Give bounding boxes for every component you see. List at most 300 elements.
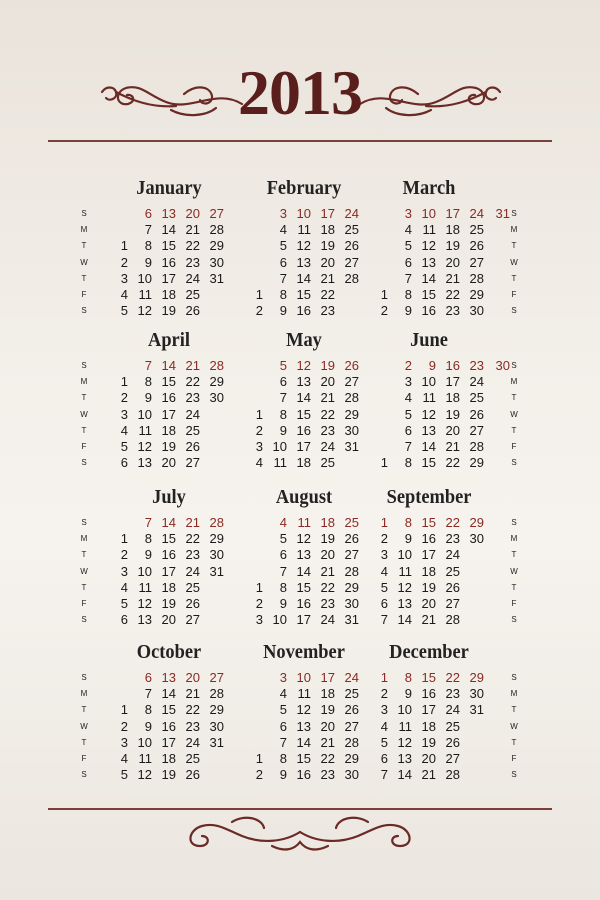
day-cell: 25 <box>344 222 359 238</box>
day-cell: 8 <box>404 515 412 530</box>
weekday-label: F <box>81 290 87 299</box>
week-row <box>245 287 363 303</box>
week-row <box>245 390 363 406</box>
week-row <box>245 303 363 319</box>
day-cell: 12 <box>296 238 311 254</box>
weekday-label: M <box>510 225 518 235</box>
day-cell: 26 <box>344 358 359 373</box>
day-cell: 28 <box>209 222 224 238</box>
day-cell: 30 <box>469 531 484 547</box>
week-row <box>370 423 488 439</box>
day-cell: 12 <box>296 358 311 373</box>
day-cell: 8 <box>279 750 287 766</box>
day-cell: 16 <box>161 254 176 270</box>
weekday-label: T <box>81 393 87 403</box>
day-cell: 12 <box>137 595 152 611</box>
day-cell: 28 <box>344 270 359 286</box>
weekday-label: T <box>511 425 517 435</box>
day-cell: 22 <box>320 579 335 595</box>
day-cell: 15 <box>161 238 176 254</box>
day-cell: 7 <box>380 612 388 628</box>
day-cell: 7 <box>279 270 287 286</box>
weekday-label: S <box>511 518 517 527</box>
week-row <box>110 455 228 471</box>
day-cell: 13 <box>421 254 436 270</box>
week-row <box>245 670 363 686</box>
day-cell: 13 <box>161 670 176 685</box>
day-cell: 24 <box>445 547 460 563</box>
week-row <box>110 596 228 612</box>
day-cell: 9 <box>404 686 412 702</box>
day-cell: 21 <box>320 563 335 579</box>
day-cell: 26 <box>445 579 460 595</box>
day-cell: 1 <box>120 374 128 390</box>
day-cell: 28 <box>469 270 484 286</box>
day-cell: 28 <box>344 390 359 406</box>
day-cell: 29 <box>469 515 484 530</box>
weekday-label: F <box>81 599 87 608</box>
day-cell: 21 <box>320 390 335 406</box>
day-cell: 3 <box>279 670 287 685</box>
day-cell: 8 <box>144 238 152 254</box>
day-cell: 7 <box>144 222 152 238</box>
day-cell: 4 <box>255 455 263 471</box>
day-cell: 11 <box>273 455 287 471</box>
month-name: November <box>263 641 345 663</box>
day-cell: 7 <box>279 734 287 750</box>
weekday-label: W <box>80 566 88 576</box>
day-cell: 13 <box>296 374 311 390</box>
week-row <box>370 222 488 238</box>
day-cell: 22 <box>320 286 335 302</box>
day-cell: 26 <box>185 303 200 319</box>
day-cell: 18 <box>445 222 460 238</box>
week-row <box>370 287 488 303</box>
week-row <box>245 358 363 374</box>
day-cell: 23 <box>185 547 200 563</box>
day-cell: 30 <box>209 718 224 734</box>
day-cell: 22 <box>445 286 460 302</box>
day-cell: 7 <box>144 515 152 530</box>
day-cell: 15 <box>421 670 436 685</box>
day-cell: 27 <box>344 254 359 270</box>
day-cell: 29 <box>469 670 484 685</box>
day-cell: 10 <box>421 374 436 390</box>
day-cell: 26 <box>185 438 200 454</box>
week-row <box>370 670 488 686</box>
day-cell: 1 <box>255 579 263 595</box>
day-cell: 3 <box>120 734 128 750</box>
day-cell: 26 <box>344 531 359 547</box>
day-cell: 14 <box>161 358 176 373</box>
day-cell: 28 <box>209 686 224 702</box>
day-cell: 3 <box>120 270 128 286</box>
day-cell: 16 <box>421 686 436 702</box>
week-row <box>245 531 363 547</box>
weekday-label: S <box>81 673 87 682</box>
day-cell: 4 <box>279 222 287 238</box>
day-cell: 16 <box>161 718 176 734</box>
weekday-label: M <box>510 377 518 387</box>
day-cell: 20 <box>185 670 200 685</box>
day-cell: 22 <box>445 670 460 685</box>
weekday-label: S <box>511 458 517 468</box>
week-row <box>245 407 363 423</box>
weekday-label: S <box>511 306 517 316</box>
week-row <box>110 287 228 303</box>
weekday-label: F <box>511 599 517 608</box>
day-cell: 29 <box>469 286 484 302</box>
day-cell: 4 <box>404 390 412 406</box>
day-cell: 25 <box>185 422 200 438</box>
weekday-label: S <box>511 361 517 370</box>
day-cell: 4 <box>120 422 128 438</box>
day-cell: 17 <box>320 670 335 685</box>
day-cell: 26 <box>469 406 484 422</box>
week-row <box>370 564 488 580</box>
day-cell: 9 <box>428 358 436 373</box>
day-cell: 2 <box>380 303 388 319</box>
week-row <box>110 206 228 222</box>
day-cell: 9 <box>144 254 152 270</box>
month-december <box>370 640 488 790</box>
day-cell: 27 <box>344 547 359 563</box>
month-march <box>370 176 510 326</box>
weekday-label: F <box>81 442 87 451</box>
day-cell: 6 <box>120 612 128 628</box>
day-cell: 21 <box>185 686 200 702</box>
week-row <box>370 767 488 783</box>
day-cell: 11 <box>297 686 311 702</box>
day-cell: 15 <box>296 406 311 422</box>
week-row <box>245 206 363 222</box>
day-cell: 27 <box>445 595 460 611</box>
day-cell: 8 <box>404 286 412 302</box>
day-cell: 20 <box>421 595 436 611</box>
weekday-label: T <box>81 241 87 251</box>
day-cell: 22 <box>320 406 335 422</box>
day-cell: 4 <box>380 718 388 734</box>
week-row <box>245 374 363 390</box>
day-cell: 7 <box>279 390 287 406</box>
day-cell: 9 <box>404 531 412 547</box>
day-cell: 19 <box>320 702 335 718</box>
month-name: July <box>152 486 186 508</box>
month-name: August <box>275 486 333 508</box>
day-cell: 27 <box>185 455 200 471</box>
week-row <box>370 580 488 596</box>
day-cell: 31 <box>209 734 224 750</box>
day-cell: 25 <box>469 390 484 406</box>
weekday-label: S <box>81 770 87 780</box>
weekday-label: T <box>81 705 87 715</box>
week-row <box>370 547 488 563</box>
day-cell: 3 <box>404 206 412 221</box>
day-cell: 19 <box>161 438 176 454</box>
day-cell: 19 <box>161 595 176 611</box>
weekday-label: T <box>81 737 87 747</box>
day-cell: 23 <box>320 303 335 319</box>
day-cell: 5 <box>279 358 287 373</box>
day-grid <box>245 358 363 471</box>
day-cell: 25 <box>320 455 335 471</box>
week-row <box>370 686 488 702</box>
day-cell: 7 <box>404 438 412 454</box>
month-january <box>110 176 228 326</box>
month-february <box>245 176 363 326</box>
day-cell: 3 <box>120 406 128 422</box>
weekday-label: T <box>81 582 87 592</box>
day-cell: 27 <box>445 750 460 766</box>
week-row <box>370 735 488 751</box>
day-cell: 19 <box>161 767 176 783</box>
day-cell: 18 <box>445 390 460 406</box>
week-row <box>110 238 228 254</box>
day-cell: 18 <box>296 455 311 471</box>
day-cell: 23 <box>185 718 200 734</box>
week-row <box>110 767 228 783</box>
day-cell: 15 <box>296 750 311 766</box>
week-row <box>370 407 488 423</box>
day-cell: 10 <box>137 406 152 422</box>
day-cell: 31 <box>495 206 510 221</box>
day-cell: 21 <box>421 767 436 783</box>
day-cell: 15 <box>296 579 311 595</box>
day-cell: 14 <box>397 612 412 628</box>
day-cell: 17 <box>421 547 436 563</box>
day-cell: 17 <box>421 702 436 718</box>
day-cell: 2 <box>255 767 263 783</box>
day-cell: 6 <box>404 254 412 270</box>
week-row <box>110 407 228 423</box>
day-cell: 4 <box>120 750 128 766</box>
day-cell: 22 <box>185 702 200 718</box>
day-cell: 18 <box>161 286 176 302</box>
day-cell: 20 <box>445 422 460 438</box>
day-cell: 23 <box>320 422 335 438</box>
day-cell: 2 <box>120 390 128 406</box>
weekday-label: S <box>511 770 517 780</box>
day-cell: 13 <box>397 750 412 766</box>
day-cell: 13 <box>397 595 412 611</box>
day-cell: 19 <box>161 303 176 319</box>
week-row <box>370 455 488 471</box>
weekday-label: T <box>81 273 87 283</box>
day-cell: 3 <box>404 374 412 390</box>
day-cell: 12 <box>137 767 152 783</box>
weekday-label: M <box>80 689 88 699</box>
day-cell: 10 <box>397 702 412 718</box>
day-cell: 11 <box>422 390 436 406</box>
week-row <box>370 358 510 374</box>
week-row <box>110 735 228 751</box>
day-cell: 20 <box>320 547 335 563</box>
day-cell: 8 <box>144 531 152 547</box>
day-cell: 13 <box>161 206 176 221</box>
day-cell: 11 <box>138 422 152 438</box>
week-row <box>245 751 363 767</box>
day-cell: 18 <box>421 718 436 734</box>
day-cell: 26 <box>344 702 359 718</box>
day-cell: 24 <box>185 563 200 579</box>
month-october <box>110 640 228 790</box>
weekday-label: W <box>510 257 518 267</box>
day-cell: 21 <box>320 270 335 286</box>
day-cell: 21 <box>421 612 436 628</box>
week-row <box>370 702 488 718</box>
day-cell: 10 <box>421 206 436 221</box>
day-cell: 5 <box>404 238 412 254</box>
day-cell: 20 <box>161 455 176 471</box>
day-cell: 1 <box>255 406 263 422</box>
day-cell: 29 <box>209 374 224 390</box>
week-row <box>245 596 363 612</box>
day-cell: 22 <box>185 374 200 390</box>
day-cell: 20 <box>320 254 335 270</box>
day-cell: 13 <box>137 612 152 628</box>
day-cell: 31 <box>344 612 359 628</box>
week-row <box>370 531 488 547</box>
day-grid <box>110 358 228 471</box>
day-cell: 23 <box>445 303 460 319</box>
month-june <box>370 328 510 478</box>
day-cell: 23 <box>185 390 200 406</box>
day-cell: 6 <box>279 374 287 390</box>
day-cell: 19 <box>421 579 436 595</box>
day-cell: 16 <box>296 303 311 319</box>
weekday-label: T <box>511 705 517 715</box>
week-row <box>245 767 363 783</box>
week-row <box>245 439 363 455</box>
day-cell: 5 <box>380 734 388 750</box>
day-cell: 22 <box>185 238 200 254</box>
day-cell: 25 <box>344 515 359 530</box>
weekday-label: W <box>510 721 518 731</box>
day-cell: 27 <box>185 612 200 628</box>
week-row <box>370 303 488 319</box>
day-cell: 25 <box>185 750 200 766</box>
day-cell: 6 <box>279 547 287 563</box>
day-cell: 18 <box>320 222 335 238</box>
day-cell: 16 <box>296 595 311 611</box>
day-cell: 15 <box>161 702 176 718</box>
day-cell: 10 <box>397 547 412 563</box>
day-cell: 24 <box>185 270 200 286</box>
day-cell: 14 <box>421 270 436 286</box>
day-cell: 21 <box>320 734 335 750</box>
day-cell: 20 <box>421 750 436 766</box>
day-cell: 15 <box>161 374 176 390</box>
day-cell: 2 <box>120 718 128 734</box>
day-cell: 2 <box>380 531 388 547</box>
day-grid <box>370 515 488 628</box>
day-cell: 17 <box>320 206 335 221</box>
day-cell: 25 <box>185 286 200 302</box>
day-cell: 3 <box>120 563 128 579</box>
day-cell: 14 <box>296 270 311 286</box>
weekday-label: M <box>510 689 518 699</box>
month-name: March <box>402 177 456 199</box>
month-name: June <box>410 329 448 351</box>
day-cell: 13 <box>137 455 152 471</box>
week-row <box>110 303 228 319</box>
day-grid <box>110 515 228 628</box>
day-cell: 10 <box>137 563 152 579</box>
day-cell: 5 <box>380 579 388 595</box>
day-cell: 13 <box>296 254 311 270</box>
day-cell: 22 <box>445 515 460 530</box>
day-cell: 7 <box>144 686 152 702</box>
day-cell: 16 <box>445 358 460 373</box>
day-cell: 17 <box>296 612 311 628</box>
week-row <box>370 206 510 222</box>
day-cell: 5 <box>120 438 128 454</box>
day-cell: 11 <box>138 579 152 595</box>
day-cell: 18 <box>320 686 335 702</box>
day-cell: 1 <box>120 531 128 547</box>
day-cell: 22 <box>185 531 200 547</box>
day-cell: 14 <box>161 686 176 702</box>
week-row <box>245 515 363 531</box>
day-cell: 23 <box>185 254 200 270</box>
weekday-label: T <box>511 737 517 747</box>
day-cell: 30 <box>344 595 359 611</box>
top-divider <box>48 140 552 142</box>
day-cell: 25 <box>469 222 484 238</box>
week-row <box>370 390 488 406</box>
day-cell: 16 <box>161 390 176 406</box>
day-cell: 14 <box>296 390 311 406</box>
day-cell: 15 <box>161 531 176 547</box>
weekday-label: S <box>81 209 87 218</box>
day-cell: 5 <box>279 702 287 718</box>
day-cell: 4 <box>120 286 128 302</box>
day-cell: 27 <box>469 422 484 438</box>
day-cell: 24 <box>469 374 484 390</box>
week-row <box>245 719 363 735</box>
week-row <box>110 580 228 596</box>
day-cell: 28 <box>344 734 359 750</box>
weekday-label: W <box>80 257 88 267</box>
day-cell: 5 <box>120 303 128 319</box>
day-cell: 6 <box>279 254 287 270</box>
day-cell: 3 <box>255 612 263 628</box>
day-cell: 17 <box>445 206 460 221</box>
month-name: January <box>136 177 202 199</box>
day-cell: 29 <box>344 406 359 422</box>
day-cell: 5 <box>404 406 412 422</box>
day-cell: 23 <box>445 686 460 702</box>
day-cell: 19 <box>445 406 460 422</box>
day-cell: 1 <box>380 286 388 302</box>
week-row <box>370 515 488 531</box>
weekday-label: S <box>81 306 87 316</box>
day-cell: 13 <box>296 718 311 734</box>
day-cell: 10 <box>296 206 311 221</box>
week-row <box>245 686 363 702</box>
week-row <box>245 547 363 563</box>
week-row <box>370 612 488 628</box>
day-cell: 17 <box>161 563 176 579</box>
day-cell: 23 <box>469 358 484 373</box>
day-cell: 6 <box>144 670 152 685</box>
day-cell: 2 <box>255 595 263 611</box>
day-cell: 12 <box>397 734 412 750</box>
week-row <box>370 596 488 612</box>
day-cell: 12 <box>421 406 436 422</box>
weekday-label: W <box>80 721 88 731</box>
day-cell: 6 <box>380 750 388 766</box>
